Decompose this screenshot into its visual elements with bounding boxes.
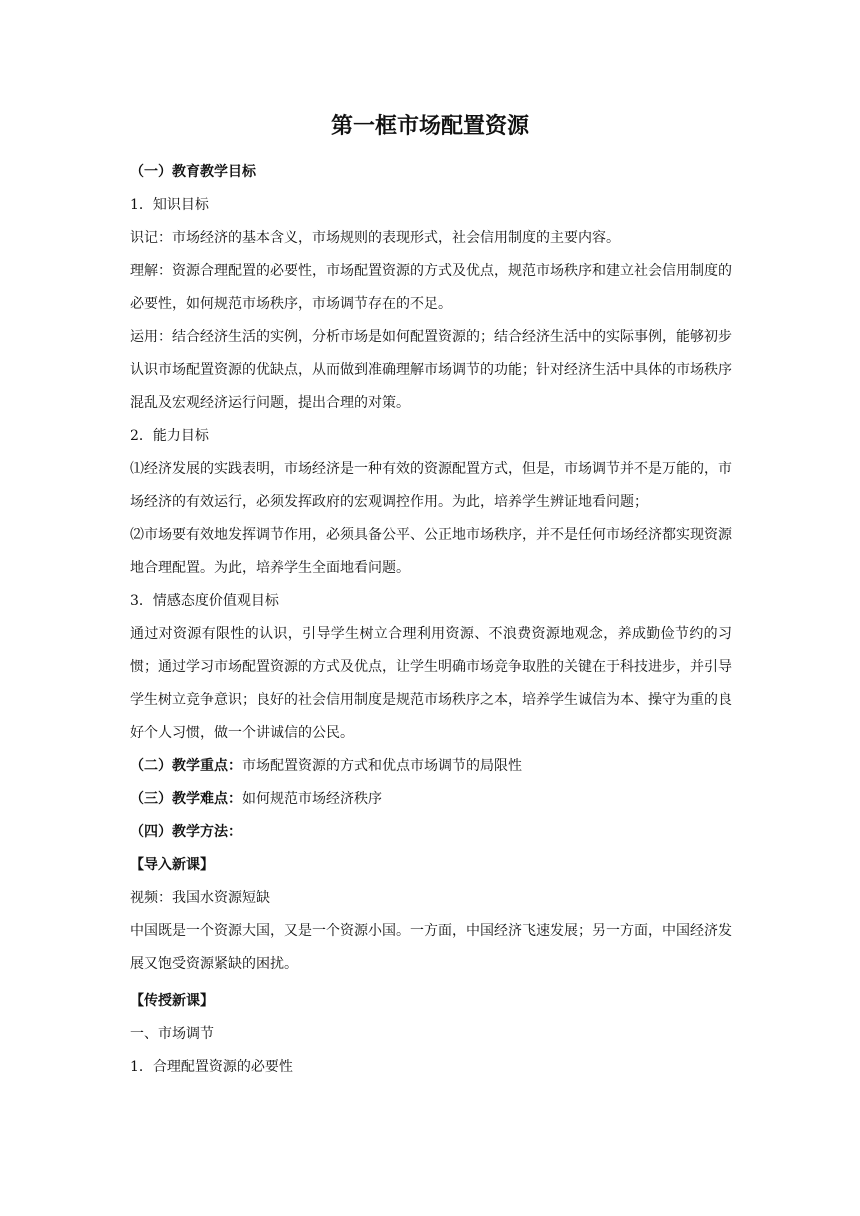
page-title: 第一框市场配置资源 [330,114,529,139]
intro-paragraph: 中国既是一个资源大国，又是一个资源小国。一方面，中国经济飞速发展；另一方面，中国经济发展又饱受资源紧缺的困扰。 [130,923,732,972]
key-points-label: （二）教学重点： [130,758,242,774]
intro-heading: 【导入新课】 [130,857,214,873]
new-lesson-heading: 【传授新课】 [130,993,214,1009]
ability-item-2: ⑵市场要有效地发挥调节作用，必须具备公平、公正地市场秩序，并不是任何市场经济都实现资源地合理配置。为此，培养学生全面地看问题。 [130,527,732,576]
understand-paragraph: 理解：资源合理配置的必要性，市场配置资源的方式及优点，规范市场秩序和建立社会信用制度的必要性，如何规范市场秩序，市场调节存在的不足。 [130,263,732,312]
apply-paragraph: 运用：结合经济生活的实例，分析市场是如何配置资源的；结合经济生活中的实际事例，能够初步认识市场配置资源的优缺点，从而做到准确理解市场调节的功能；针对经济生活中具体的市场秩序混乱及宏观经济运行问题，提出合理的对策。 [130,329,732,411]
recall-paragraph: 识记：市场经济的基本含义，市场规则的表现形式，社会信用制度的主要内容。 [130,230,620,246]
difficulties-line [130,783,732,816]
document-body [130,156,732,1084]
ability-item-1: ⑴经济发展的实践表明，市场经济是一种有效的资源配置方式，但是，市场调节并不是万能的，市场经济的有效运行，必须发挥政府的宏观调控作用。为此，培养学生辨证地看问题； [130,461,732,510]
key-points-line [130,750,732,783]
key-points-text: 市场配置资源的方式和优点市场调节的局限性 [242,758,522,774]
necessity-heading: 1．合理配置资源的必要性 [130,1059,293,1075]
methods-label: （四）教学方法： [130,824,242,840]
knowledge-heading: 1．知识目标 [130,197,209,213]
objectives-heading: （一）教育教学目标 [130,164,256,180]
difficulties-text: 如何规范市场经济秩序 [242,791,382,807]
video-line: 视频：我国水资源短缺 [130,890,270,906]
market-regulation-heading: 一、市场调节 [130,1026,214,1042]
ability-heading: 2．能力目标 [130,428,209,444]
values-heading: 3．情感态度价值观目标 [130,593,279,609]
difficulties-label: （三）教学难点： [130,791,242,807]
values-paragraph: 通过对资源有限性的认识，引导学生树立合理利用资源、不浪费资源地观念，养成勤俭节约的习惯；通过学习市场配置资源的方式及优点，让学生明确市场竞争取胜的关键在于科技进步，并引导学生树立竞争意识；良好的社会信用制度是规范市场秩序之本，培养学生诚信为本、操守为重的良好个人习惯，做一个讲诚信的公民。 [130,626,732,741]
